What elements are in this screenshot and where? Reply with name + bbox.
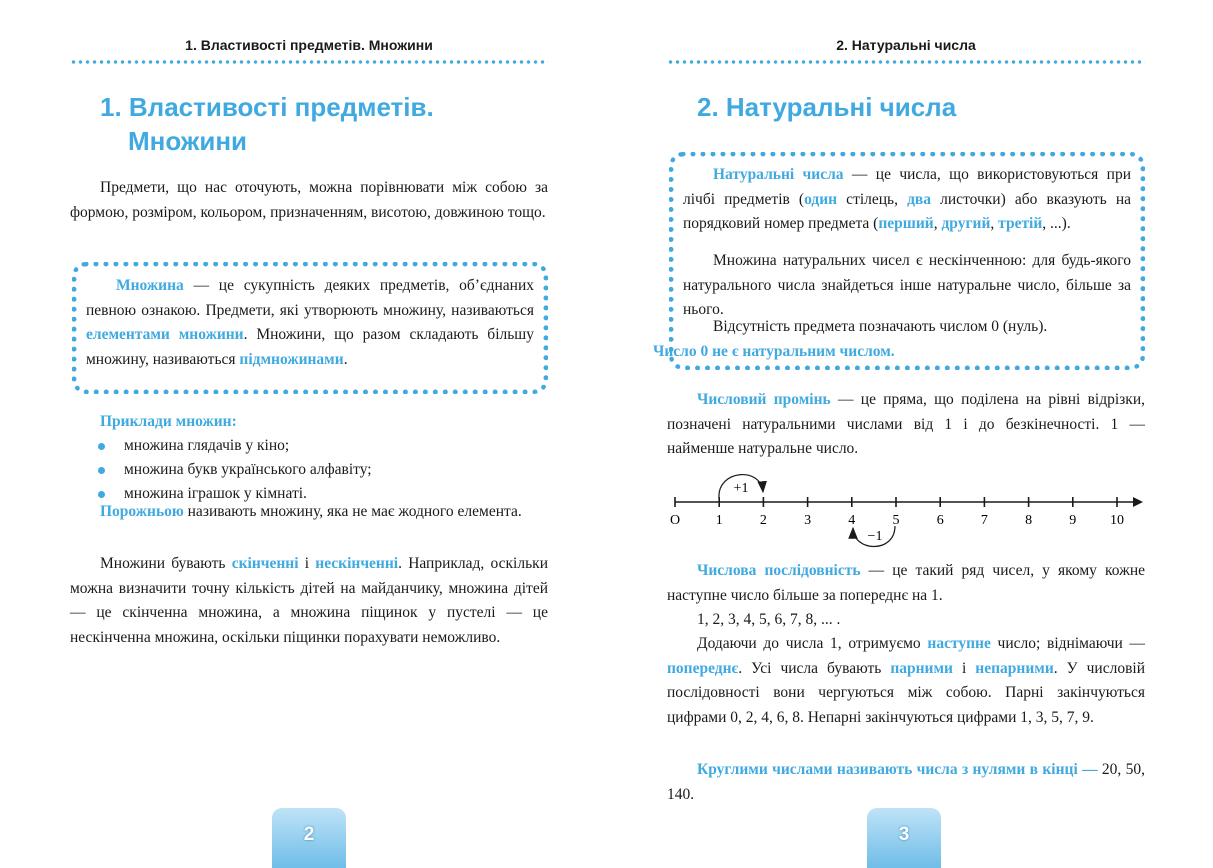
list-item: множина букв українського алфавіту;: [124, 458, 544, 483]
minus-one-label: −1: [867, 529, 883, 544]
list-item: множина глядачів у кіно;: [124, 434, 544, 459]
axis-arrow-icon: [1133, 497, 1143, 507]
sequence-paragraph: Числова послідовність — це такий ряд чисел, у якому кожне наступне число більше за попереднє на 1.: [667, 562, 1145, 604]
dotted-divider: [70, 59, 548, 65]
left-page: [70, 0, 548, 860]
number-line-label: 8: [1025, 513, 1033, 528]
infinite-paragraph: Множина натуральних чисел є нескінченною: для будь-якого натурального числа знайдеться інше натуральне число, більше за нього.: [683, 252, 1131, 318]
number-line-label: 2: [759, 513, 767, 528]
page-number-tab: 3: [867, 808, 941, 868]
number-line-label: 1: [715, 513, 723, 528]
right-page: [653, 0, 1146, 860]
intro-paragraph: Предмети, що нас оточують, можна порівнювати між собою за формою, розміром, кольором, призначенням, висотою, довжиною тощо.: [70, 179, 548, 221]
definition-box: [653, 152, 1145, 370]
number-line-label: 3: [804, 513, 812, 528]
even-odd-paragraph: Додаючи до числа 1, отримуємо наступне число; віднімаючи — попереднє. Усі числа бувають парними і непарними. У числовій послідовності вони чергуються між собою. Парні закінчуються цифрами 0, 2, 4, 6, 8. Непарні закінчуються цифрами 1, 3, 5, 7, 9.: [667, 635, 1146, 726]
number-line-label: 6: [936, 513, 944, 528]
running-head: 1. Властивості предметів. Множини: [185, 37, 433, 53]
page-number-tab: 2: [272, 808, 346, 868]
section-title: 2. Натуральні числа: [697, 92, 957, 122]
definition-text: Множина — це сукупність деяких предметів, об’єднаних певною ознакою. Предмети, які утворюють множину, називаються елементами множини. Множини, що разом складають більшу множину, називаються підмножинами.: [86, 277, 534, 368]
number-ray-paragraph: Числовий промінь — це пряма, що поділена на рівні відрізки, позначені натуральними числами від 1 і до безкінечності. 1 — найменше натуральне число.: [667, 391, 1145, 457]
list-item: множина іграшок у кімнаті.: [124, 482, 544, 507]
number-line-label: 4: [848, 513, 856, 528]
empty-set-paragraph: Порожньою називають множину, яка не має жодного елемента.: [100, 503, 522, 520]
zero-paragraph: Відсутність предмета позначають числом 0 (нуль). Число 0 не є натуральним числом.: [653, 318, 1048, 360]
number-line-label: 5: [892, 513, 900, 528]
sequence-example: 1, 2, 3, 4, 5, 6, 7, 8, ... .: [697, 611, 841, 628]
title-line-2: Множини: [128, 126, 248, 156]
number-line-label: 10: [1110, 513, 1124, 528]
title-line-1: 1. Властивості предметів.: [100, 92, 434, 122]
number-line-label: 9: [1069, 513, 1077, 528]
definition-box: [72, 262, 548, 394]
number-line-label: 7: [980, 513, 988, 528]
examples-heading: Приклади множин:: [100, 413, 237, 430]
number-line-label: O: [669, 513, 681, 528]
dotted-divider: [667, 59, 1145, 65]
definition-text: Натуральні числа — це числа, що використовуються при лічбі предметів (один стілець, два листочки) або вказують на порядковий номер предмета (перший, другий, третій, ...).: [683, 166, 1131, 232]
plus-one-label: +1: [733, 481, 749, 496]
round-numbers-paragraph: Круглими числами називають числа з нулями в кінці — 20, 50, 140.: [667, 761, 1145, 803]
running-head: 2. Натуральні числа: [836, 37, 976, 53]
section-title: [100, 90, 434, 158]
finite-infinite-paragraph: Множини бувають скінченні і нескінченні. Наприклад, оскільки можна визначити точну кількість дітей на майданчику, множина дітей — це скінченна множина, а множина піщинок у пустелі — це нескінченна множина, оскільки піщинки порахувати неможливо.: [70, 555, 548, 646]
number-line: [667, 462, 1145, 552]
